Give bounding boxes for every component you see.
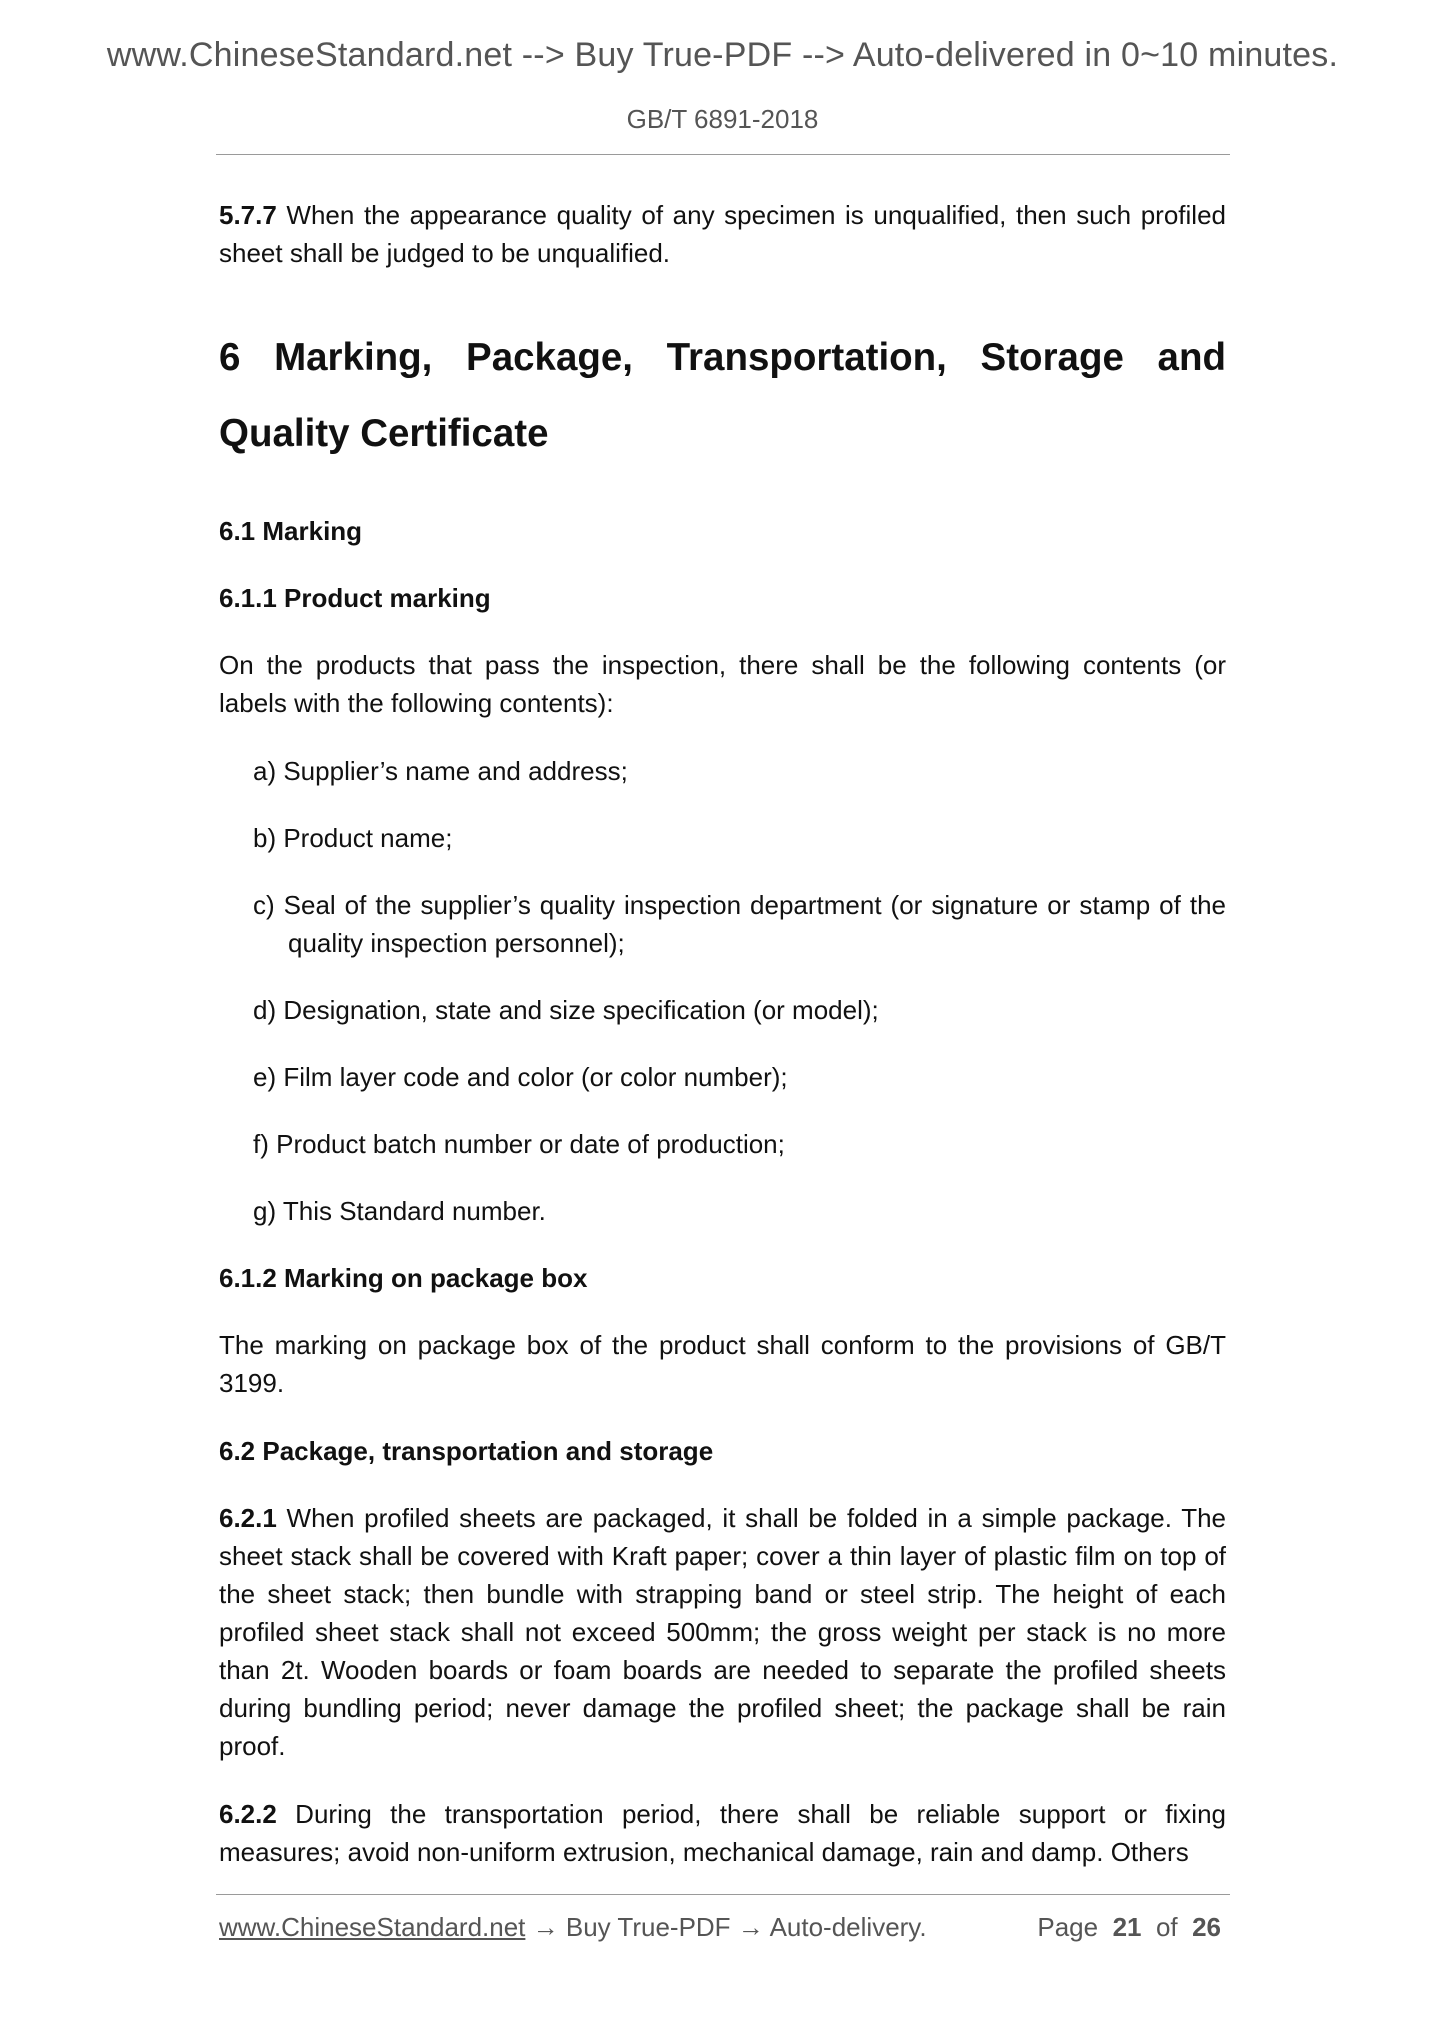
footer-tagline: → Buy True-PDF → Auto-delivery. [525, 1912, 927, 1942]
standard-code: GB/T 6891-2018 [626, 104, 819, 134]
clause-6-2-1 [219, 1499, 1226, 1765]
page-number: 21 [1112, 1912, 1142, 1942]
section-6-1-1-intro: On the products that pass the inspection, there shall be the following contents (or labels with the following contents): [219, 650, 1226, 718]
section-6-heading [219, 320, 1226, 472]
clause-number: 5.7.7 [219, 200, 277, 230]
footer-site-link[interactable]: www.ChineseStandard.net [219, 1912, 526, 1942]
list-item: g) This Standard number. [253, 1196, 546, 1226]
clause-text: During the transportation period, there shall be reliable support or fixing measures; avoid non-uniform extrusion, mechanical damage, rain and damp. Others [219, 1799, 1226, 1867]
clause-number: 6.2.2 [219, 1799, 277, 1829]
list-item: e) Film layer code and color (or color number); [253, 1062, 788, 1092]
header-divider [216, 154, 1230, 155]
section-6-heading-line1: 6 Marking, Package, Transportation, Storage and [219, 336, 1226, 379]
page-label: Page [1037, 1912, 1099, 1942]
list-item: b) Product name; [253, 823, 453, 853]
list-item: f) Product batch number or date of production; [253, 1129, 785, 1159]
document-body [219, 196, 1226, 1901]
clause-5-7-7 [219, 196, 1226, 272]
list-item: c) Seal of the supplier’s quality inspection department (or signature or stamp of the quality inspection personnel); [253, 890, 1226, 958]
clause-6-2-2 [219, 1795, 1226, 1871]
page-footer [219, 1912, 1226, 1943]
clause-text: When profiled sheets are packaged, it shall be folded in a simple package. The sheet stack shall be covered with Kraft paper; cover a thin layer of plastic film on top of the sheet stack; then bundle with strapping band or steel strip. The height of each profiled sheet stack shall not exceed 500mm; the gross weight per stack is no more than 2t. Wooden boards or foam boards are needed to separate the profiled sheets during bundling period; never damage the profiled sheet; the package shall be rain proof. [219, 1503, 1226, 1761]
section-6-heading-line2: Quality Certificate [219, 412, 549, 455]
section-6-2-heading: 6.2 Package, transportation and storage [219, 1436, 714, 1466]
section-6-1-2-text: The marking on package box of the product shall conform to the provisions of GB/T 3199. [219, 1330, 1226, 1398]
section-6-1-2-heading: 6.1.2 Marking on package box [219, 1263, 588, 1293]
of-label: of [1155, 1912, 1178, 1942]
footer-divider [216, 1894, 1230, 1895]
section-6-1-1-heading: 6.1.1 Product marking [219, 583, 491, 613]
top-banner: www.ChineseStandard.net --> Buy True-PDF --> Auto-delivered in 0~10 minutes. [106, 36, 1339, 74]
clause-number: 6.2.1 [219, 1503, 277, 1533]
section-6-1-heading: 6.1 Marking [219, 516, 363, 546]
list-item: a) Supplier’s name and address; [253, 756, 628, 786]
list-item: d) Designation, state and size specification (or model); [253, 995, 879, 1025]
clause-text: When the appearance quality of any specimen is unqualified, then such profiled sheet shall be judged to be unqualified. [219, 200, 1226, 268]
page-indicator [1037, 1912, 1221, 1943]
total-pages: 26 [1192, 1912, 1221, 1942]
product-marking-list [219, 752, 1226, 1230]
